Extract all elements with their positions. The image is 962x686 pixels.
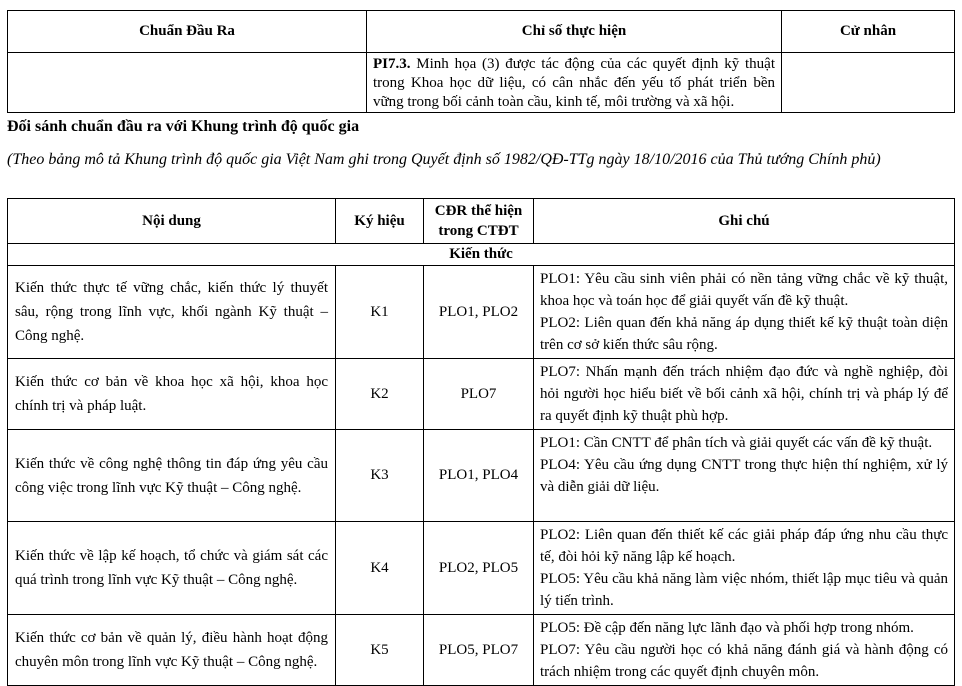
note-line: PLO5: Đề cập đến năng lực lãnh đạo và phối hợp trong nhóm. bbox=[540, 620, 914, 636]
row-notes bbox=[534, 430, 955, 522]
pi-code: PI7.3. bbox=[373, 56, 411, 72]
framework-mapping-table bbox=[7, 198, 955, 686]
header-chuan-dau-ra: Chuẩn Đầu Ra bbox=[8, 11, 367, 53]
note-line: PLO4: Yêu cầu ứng dụng CNTT trong thực hiện thí nghiệm, xử lý và diễn giải dữ liệu. bbox=[540, 457, 948, 495]
row-plo: PLO5, PLO7 bbox=[424, 615, 534, 686]
pi-text-block bbox=[367, 53, 781, 112]
note-line: PLO7: Yêu cầu người học có khả năng đánh giá và hành động có trách nhiệm trong các quyết định chuyên môn. bbox=[540, 642, 948, 680]
cell-cu-nhan bbox=[782, 53, 955, 113]
section-heading: Đối sánh chuẩn đầu ra với Khung trình độ quốc gia bbox=[7, 118, 360, 135]
table-row bbox=[8, 359, 955, 430]
row-symbol: K1 bbox=[336, 266, 424, 359]
row-content: Kiến thức về công nghệ thông tin đáp ứng yêu cầu công việc trong lĩnh vực Kỹ thuật – Công nghệ. bbox=[8, 430, 336, 522]
row-notes bbox=[534, 266, 955, 359]
row-plo: PLO1, PLO4 bbox=[424, 430, 534, 522]
outcomes-table bbox=[7, 10, 955, 113]
header-chi-so-thuc-hien: Chỉ số thực hiện bbox=[367, 11, 782, 53]
row-symbol: K5 bbox=[336, 615, 424, 686]
row-content: Kiến thức thực tế vững chắc, kiến thức lý thuyết sâu, rộng trong lĩnh vực, khối ngành Kỹ thuật – Công nghệ. bbox=[8, 266, 336, 359]
note-line: PLO5: Yêu cầu khả năng làm việc nhóm, thiết lập mục tiêu và quản lý tiến trình. bbox=[540, 571, 948, 609]
reference-note: (Theo bảng mô tả Khung trình độ quốc gia Việt Nam ghi trong Quyết định số 1982/QĐ-TTg ngày 18/10/2016 của Thủ tướng Chính phủ) bbox=[7, 151, 881, 168]
row-notes bbox=[534, 359, 955, 430]
section-kien-thuc: Kiến thức bbox=[8, 244, 955, 266]
header-noi-dung: Nội dung bbox=[8, 199, 336, 244]
cell-chuan-dau-ra bbox=[8, 53, 367, 113]
row-symbol: K3 bbox=[336, 430, 424, 522]
row-content: Kiến thức về lập kế hoạch, tổ chức và giám sát các quá trình trong lĩnh vực Kỹ thuật – Công nghệ. bbox=[8, 522, 336, 615]
row-plo: PLO1, PLO2 bbox=[424, 266, 534, 359]
header-ky-hieu: Ký hiệu bbox=[336, 199, 424, 244]
cell-pi bbox=[367, 53, 782, 113]
table-row bbox=[8, 430, 955, 522]
table-row bbox=[8, 615, 955, 686]
note-line: PLO2: Liên quan đến khả năng áp dụng thiết kế kỹ thuật toàn diện trên cơ sở kiến thức sâu rộng. bbox=[540, 315, 948, 353]
table-row bbox=[8, 522, 955, 615]
table-row bbox=[8, 266, 955, 359]
note-line: PLO7: Nhấn mạnh đến trách nhiệm đạo đức và nghề nghiệp, đòi hỏi người học hiểu biết về bối cảnh xã hội, chính trị và pháp lý để ra quyết định kỹ thuật phù hợp. bbox=[540, 364, 948, 424]
row-notes bbox=[534, 615, 955, 686]
header-cu-nhan: Cử nhân bbox=[782, 11, 955, 53]
pi-description: Minh họa (3) được tác động của các quyết định kỹ thuật trong Khoa học dữ liệu, có cân nhắc đến yếu tố phát triển bền vững trong bối cảnh toàn cầu, kinh tế, môi trường và xã hội. bbox=[373, 56, 775, 110]
row-symbol: K2 bbox=[336, 359, 424, 430]
header-ghi-chu: Ghi chú bbox=[534, 199, 955, 244]
row-plo: PLO7 bbox=[424, 359, 534, 430]
row-notes bbox=[534, 522, 955, 615]
note-line: PLO2: Liên quan đến thiết kế các giải pháp đáp ứng nhu cầu thực tế, đòi hỏi kỹ năng lập kế hoạch. bbox=[540, 527, 948, 565]
row-content: Kiến thức cơ bản về quản lý, điều hành hoạt động chuyên môn trong lĩnh vực Kỹ thuật – Công nghệ. bbox=[8, 615, 336, 686]
note-line: PLO1: Cần CNTT để phân tích và giải quyết các vấn đề kỹ thuật. bbox=[540, 435, 933, 451]
note-line: PLO1: Yêu cầu sinh viên phải có nền tảng vững chắc về kỹ thuật, khoa học và toán học để giải quyết vấn đề kỹ thuật. bbox=[540, 271, 948, 309]
row-plo: PLO2, PLO5 bbox=[424, 522, 534, 615]
header-cdr: CĐR thể hiện trong CTĐT bbox=[424, 199, 534, 244]
row-content: Kiến thức cơ bản về khoa học xã hội, khoa học chính trị và pháp luật. bbox=[8, 359, 336, 430]
row-symbol: K4 bbox=[336, 522, 424, 615]
